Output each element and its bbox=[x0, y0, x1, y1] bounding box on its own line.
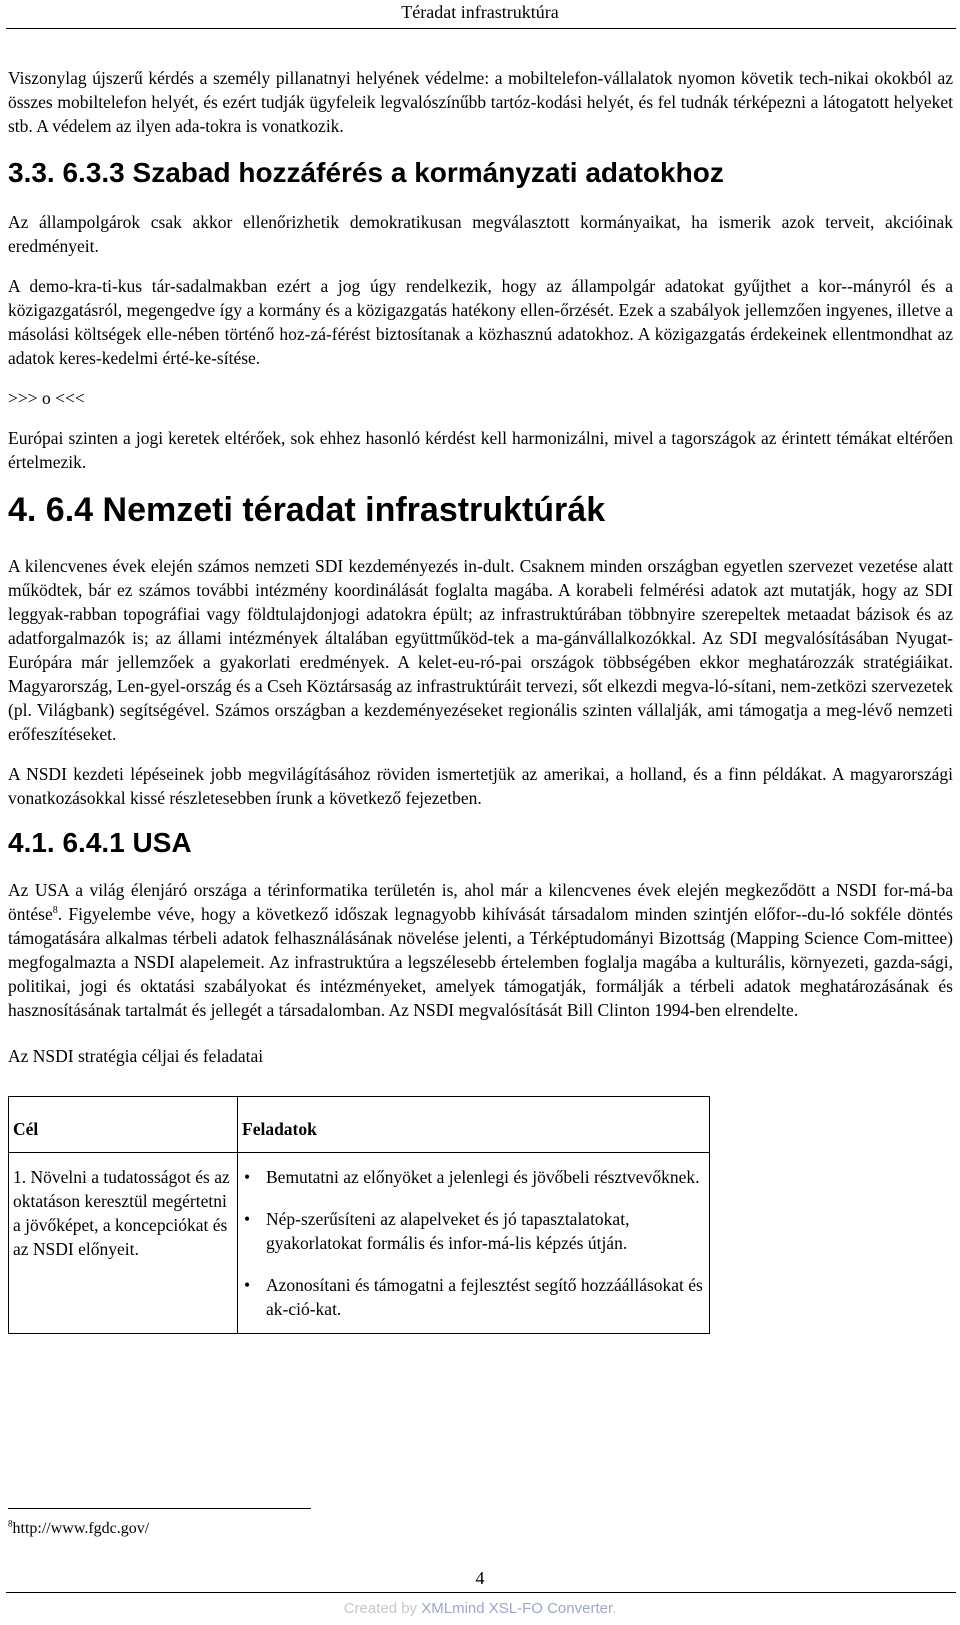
footnote-rule bbox=[8, 1508, 311, 1509]
creator-prefix: Created by bbox=[343, 1600, 422, 1617]
nsdi-strategy-table-wrapper bbox=[8, 1096, 953, 1334]
task-item: • Bemutatni az előnyöket a jelenlegi és jövőbeli résztvevőknek. bbox=[242, 1165, 705, 1189]
column-header-tasks: Feladatok bbox=[238, 1097, 710, 1153]
paragraph: Az állampolgárok csak akkor ellenőrizhetik demokratikusan megválasztott kormányaikat, ha ismerik azok terveit, akcióinak eredményeit. bbox=[8, 212, 953, 256]
table-caption: Az NSDI stratégia céljai és feladatai bbox=[8, 1046, 264, 1066]
table-header-row bbox=[9, 1097, 710, 1153]
footnote-link[interactable]: http://www.fgdc.gov/ bbox=[12, 1520, 150, 1537]
paragraph: A NSDI kezdeti lépéseinek jobb megvilágításához röviden ismertetjük az amerikai, a holland, és a finn példákat. A magyarországi vonatkozásokkal kissé részletesebben írunk a következő fejezetben. bbox=[8, 764, 953, 808]
footnote-reference[interactable]: 8 bbox=[52, 905, 58, 917]
creator-watermark bbox=[0, 1600, 960, 1617]
paragraph-usa bbox=[8, 878, 953, 1022]
footnote bbox=[8, 1520, 149, 1538]
paragraph: A kilencvenes évek elején számos nemzeti SDI kezdeményezés in-dult. Csaknem minden országban egyetlen szervezet vezetése alatt működtek, bár ez számos további intézmény koordinálását foglalta magába. A korabeli felmérési adatok azt mutatják, hogy az SDI leggyak-rabban topográfiai vagy földtulajdonjogi adatokra épült; az infrastruktúrában többnyire szerepeltek metaadat bázisok és az adatforgalmazók is; az állami intézmények általában együttműköd-tek a ma-gánvállalkozókkal. Az SDI megvalósításában Nyugat-Európára már jellemzőek a gyakorlati eredmények. A kelet-eu-ró-pai országok többségében ekkor meghatározzák stratégiáikat. Magyarország, Len-gyel-ország és a Cseh Köztársaság az infrastruktúráit tervezi, sőt elkezdi megva-ló-sítani, nem-zetközi szervezetek (pl. Világbank) segítségével. Számos országban a kezdeményezéseket regionális szinten vállalják, ami támogatja a meg-lévő nemzeti erőfeszítéseket. bbox=[8, 556, 953, 744]
header-rule bbox=[6, 28, 956, 29]
paragraph: A demo-kra-ti-kus tár-sadalmakban ezért a jog úgy rendelkezik, hogy az állampolgár adatokat gyűjthet a kor--mányról és a közigazgatásról, megengedve így a kormány és a közigazgatás hatékony ellen-őrzését. Ezek a szabályok jellemzően ingyenes, illetve a másolási költségek elle-nében történő hoz-zá-férést biztosítanak a közhasznú adatokhoz. A közigazgatás érdekeinek ellentmondhat az adatok keres-kedelmi érté-ke-sítése. bbox=[8, 276, 953, 368]
tasks-cell bbox=[238, 1153, 710, 1334]
goal-cell: 1. Növelni a tudatosságot és az oktatáson keresztül megértetni a jövőképet, a koncepciókat és az NSDI előnyeit. bbox=[9, 1153, 238, 1334]
page-content bbox=[8, 66, 953, 1334]
task-item: • Nép-szerűsíteni az alapelveket és jó tapasztalatokat, gyakorlatokat formális és infor-má-lis képzés útján. bbox=[242, 1207, 705, 1255]
creator-brand-link[interactable]: XMLmind XSL-FO Converter bbox=[421, 1600, 613, 1617]
section-heading-free-access: 3.3. 6.3.3 Szabad hozzáférés a kormányzati adatokhoz bbox=[8, 157, 724, 188]
task-item: • Azonosítani és támogatni a fejlesztést segítő hozzáállásokat és ak-ció-kat. bbox=[242, 1273, 705, 1321]
footer-rule bbox=[6, 1592, 956, 1593]
paragraph-text: Az USA a világ élenjáró országa a térinformatika területén is, ahol már a kilencvenes évek elején megkeződött a NSDI for-má-ba öntése bbox=[8, 880, 953, 924]
page-number: 4 bbox=[475, 1568, 485, 1588]
section-heading-national-sdi: 4. 6.4 Nemzeti téradat infrastruktúrák bbox=[8, 491, 606, 529]
running-header: Téradat infrastruktúra bbox=[401, 2, 559, 22]
footnote-number: 8 bbox=[8, 1518, 13, 1529]
table-row bbox=[9, 1153, 710, 1334]
intro-paragraph: Viszonylag újszerű kérdés a személy pillanatnyi helyének védelme: a mobiltelefon-vállalatok nyomon követik tech-nikai okokból az összes mobiltelefon helyét, és ezért tudják ügyfeleik legvalószínűbb tartóz-kodási helyét, és fel tudnák térképezni a látogatott helyeket stb. A védelem az ilyen ada-tokra is vonatkozik. bbox=[8, 68, 953, 136]
paragraph-text: . Figyelembe véve, hogy a következő időszak legnagyobb kihívását társadalom minden szintjén előfor--du-ló sokféle döntés támogatására alkalmas térbeli adatok felhasználásának növelése jelenti, a Térképtudományi Bizottság (Mapping Science Com-mittee) megfogalmazta a NSDI alapelemeit. Az infrastruktúra a legszélesebb értelemben foglalja magába a kulturális, környezeti, gazda-sági, politikai, jogi és oktatási szabályokat és intézményeket, amelyek támogatják, formálják a térbeli adatok meghatározásának és hasznosításának tartalmát és jellegét a társadalomban. Az NSDI megvalósítását Bill Clinton 1994-ben elrendelte. bbox=[8, 904, 953, 1020]
column-header-goal: Cél bbox=[9, 1097, 238, 1153]
task-list bbox=[242, 1165, 705, 1321]
paragraph: Európai szinten a jogi keretek eltérőek, sok ehhez hasonló kérdést kell harmonizálni, mivel a tagországok az érintett témákat eltérően értelmezik. bbox=[8, 428, 953, 472]
section-heading-usa: 4.1. 6.4.1 USA bbox=[8, 827, 192, 858]
nsdi-strategy-table bbox=[8, 1096, 710, 1334]
separator-mark: >>> o <<< bbox=[8, 388, 85, 408]
creator-suffix: . bbox=[612, 1600, 617, 1617]
